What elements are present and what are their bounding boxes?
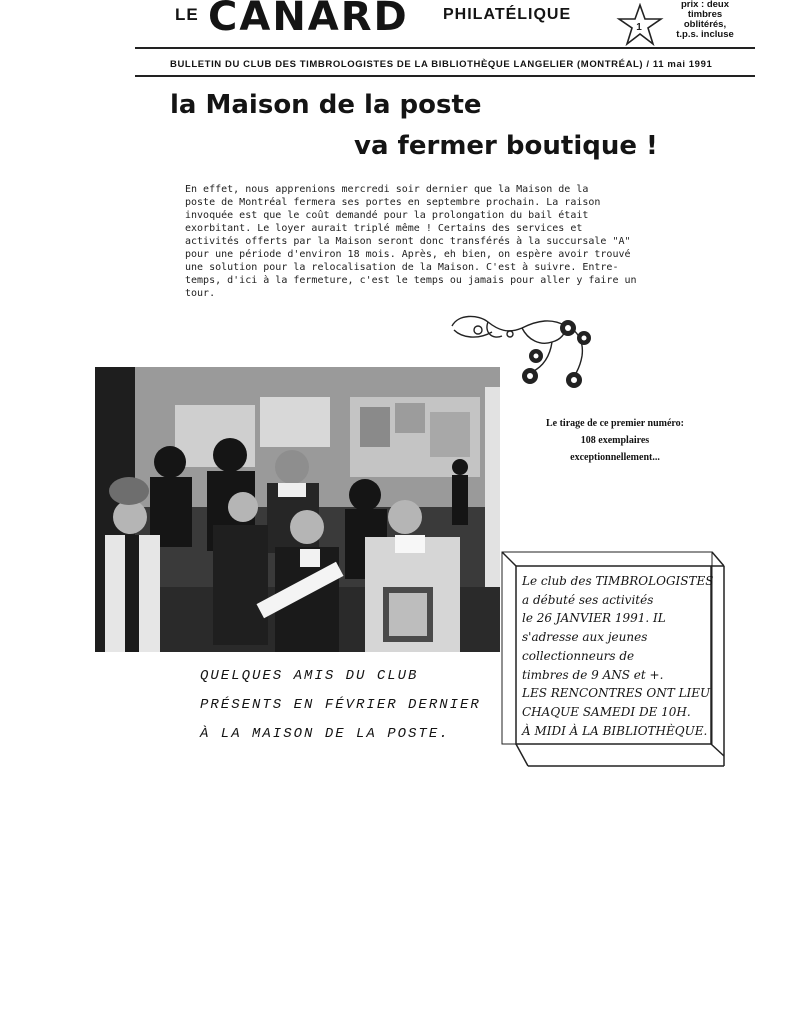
masthead-le: LE [175, 5, 199, 24]
box-line-4: s'adresse aux jeunes [522, 630, 648, 645]
tirage-line-3: exceptionnellement... [570, 452, 660, 463]
box-line-9: À MIDI À LA BIBLIOTHÈQUE. [522, 723, 708, 738]
headline-line-1: la Maison de la poste [170, 90, 482, 120]
masthead-canard: CANARD [208, 0, 409, 40]
tirage-line-1: Le tirage de ce premier numéro: [545, 418, 684, 429]
price-line-3: oblitérés, [683, 19, 727, 30]
star-icon [616, 3, 664, 47]
box-line-3: le 26 JANVIER 1991. IL [522, 611, 666, 626]
box-line-6: timbres de 9 ANS et +. [522, 667, 664, 682]
tirage-note [515, 415, 715, 466]
info-box-text [522, 572, 714, 740]
box-line-1: Le club des TIMBROLOGISTES [522, 574, 714, 588]
price-line-2: timbres [687, 9, 723, 20]
caption-line-1: QUELQUES AMIS DU CLUB [200, 668, 419, 684]
price-line-1: prix : deux [680, 0, 730, 10]
tirage-line-2: 108 exemplaires [580, 435, 650, 446]
caption-line-3: À LA MAISON DE LA POSTE. [200, 726, 450, 742]
price-note [670, 0, 740, 40]
headline-line-2: va fermer boutique ! [354, 131, 658, 161]
article-body: En effet, nous apprenions mercredi soir dernier que la Maison de la poste de Montréal fermera ses portes en septembre prochain. La raison invoquée est que le coût demandé pour la prolongation du bail était exorbitant. Le loyer aurait triplé même ! Certains des services et activités offerts par la Maison seront donc transférés à la succursale "A" pour une période d'environ 18 mois. Après, eh bien, on espère avoir trouvé une solution pour la relocalisation de la Maison. C'est à suivre. Entre- temps, d'ici à la fermeture, c'est le temps ou jamais pour aller y faire un tour. [185, 184, 637, 299]
bulletin-line: BULLETIN DU CLUB DES TIMBROLOGISTES DE LA BIBLIOTHÈQUE LANGELIER (MONTRÉAL) / 11 mai 1991 [170, 59, 713, 70]
box-line-8: CHAQUE SAMEDI DE 10H. [522, 704, 691, 719]
club-group-photo [95, 367, 500, 652]
box-line-5: collectionneurs de [522, 648, 635, 663]
box-line-7: LES RENCONTRES ONT LIEU [522, 686, 711, 701]
photo-caption [200, 662, 510, 749]
masthead-rule-bottom [135, 75, 755, 77]
price-line-4: t.p.s. incluse [676, 29, 734, 40]
caption-line-2: PRÉSENTS EN FÉVRIER DERNIER [200, 697, 481, 713]
masthead-philatelique: PHILATÉLIQUE [443, 6, 572, 23]
issue-number: 1 [636, 22, 642, 33]
masthead-rule-top [135, 47, 755, 49]
box-line-2: a débuté ses activités [522, 592, 654, 607]
